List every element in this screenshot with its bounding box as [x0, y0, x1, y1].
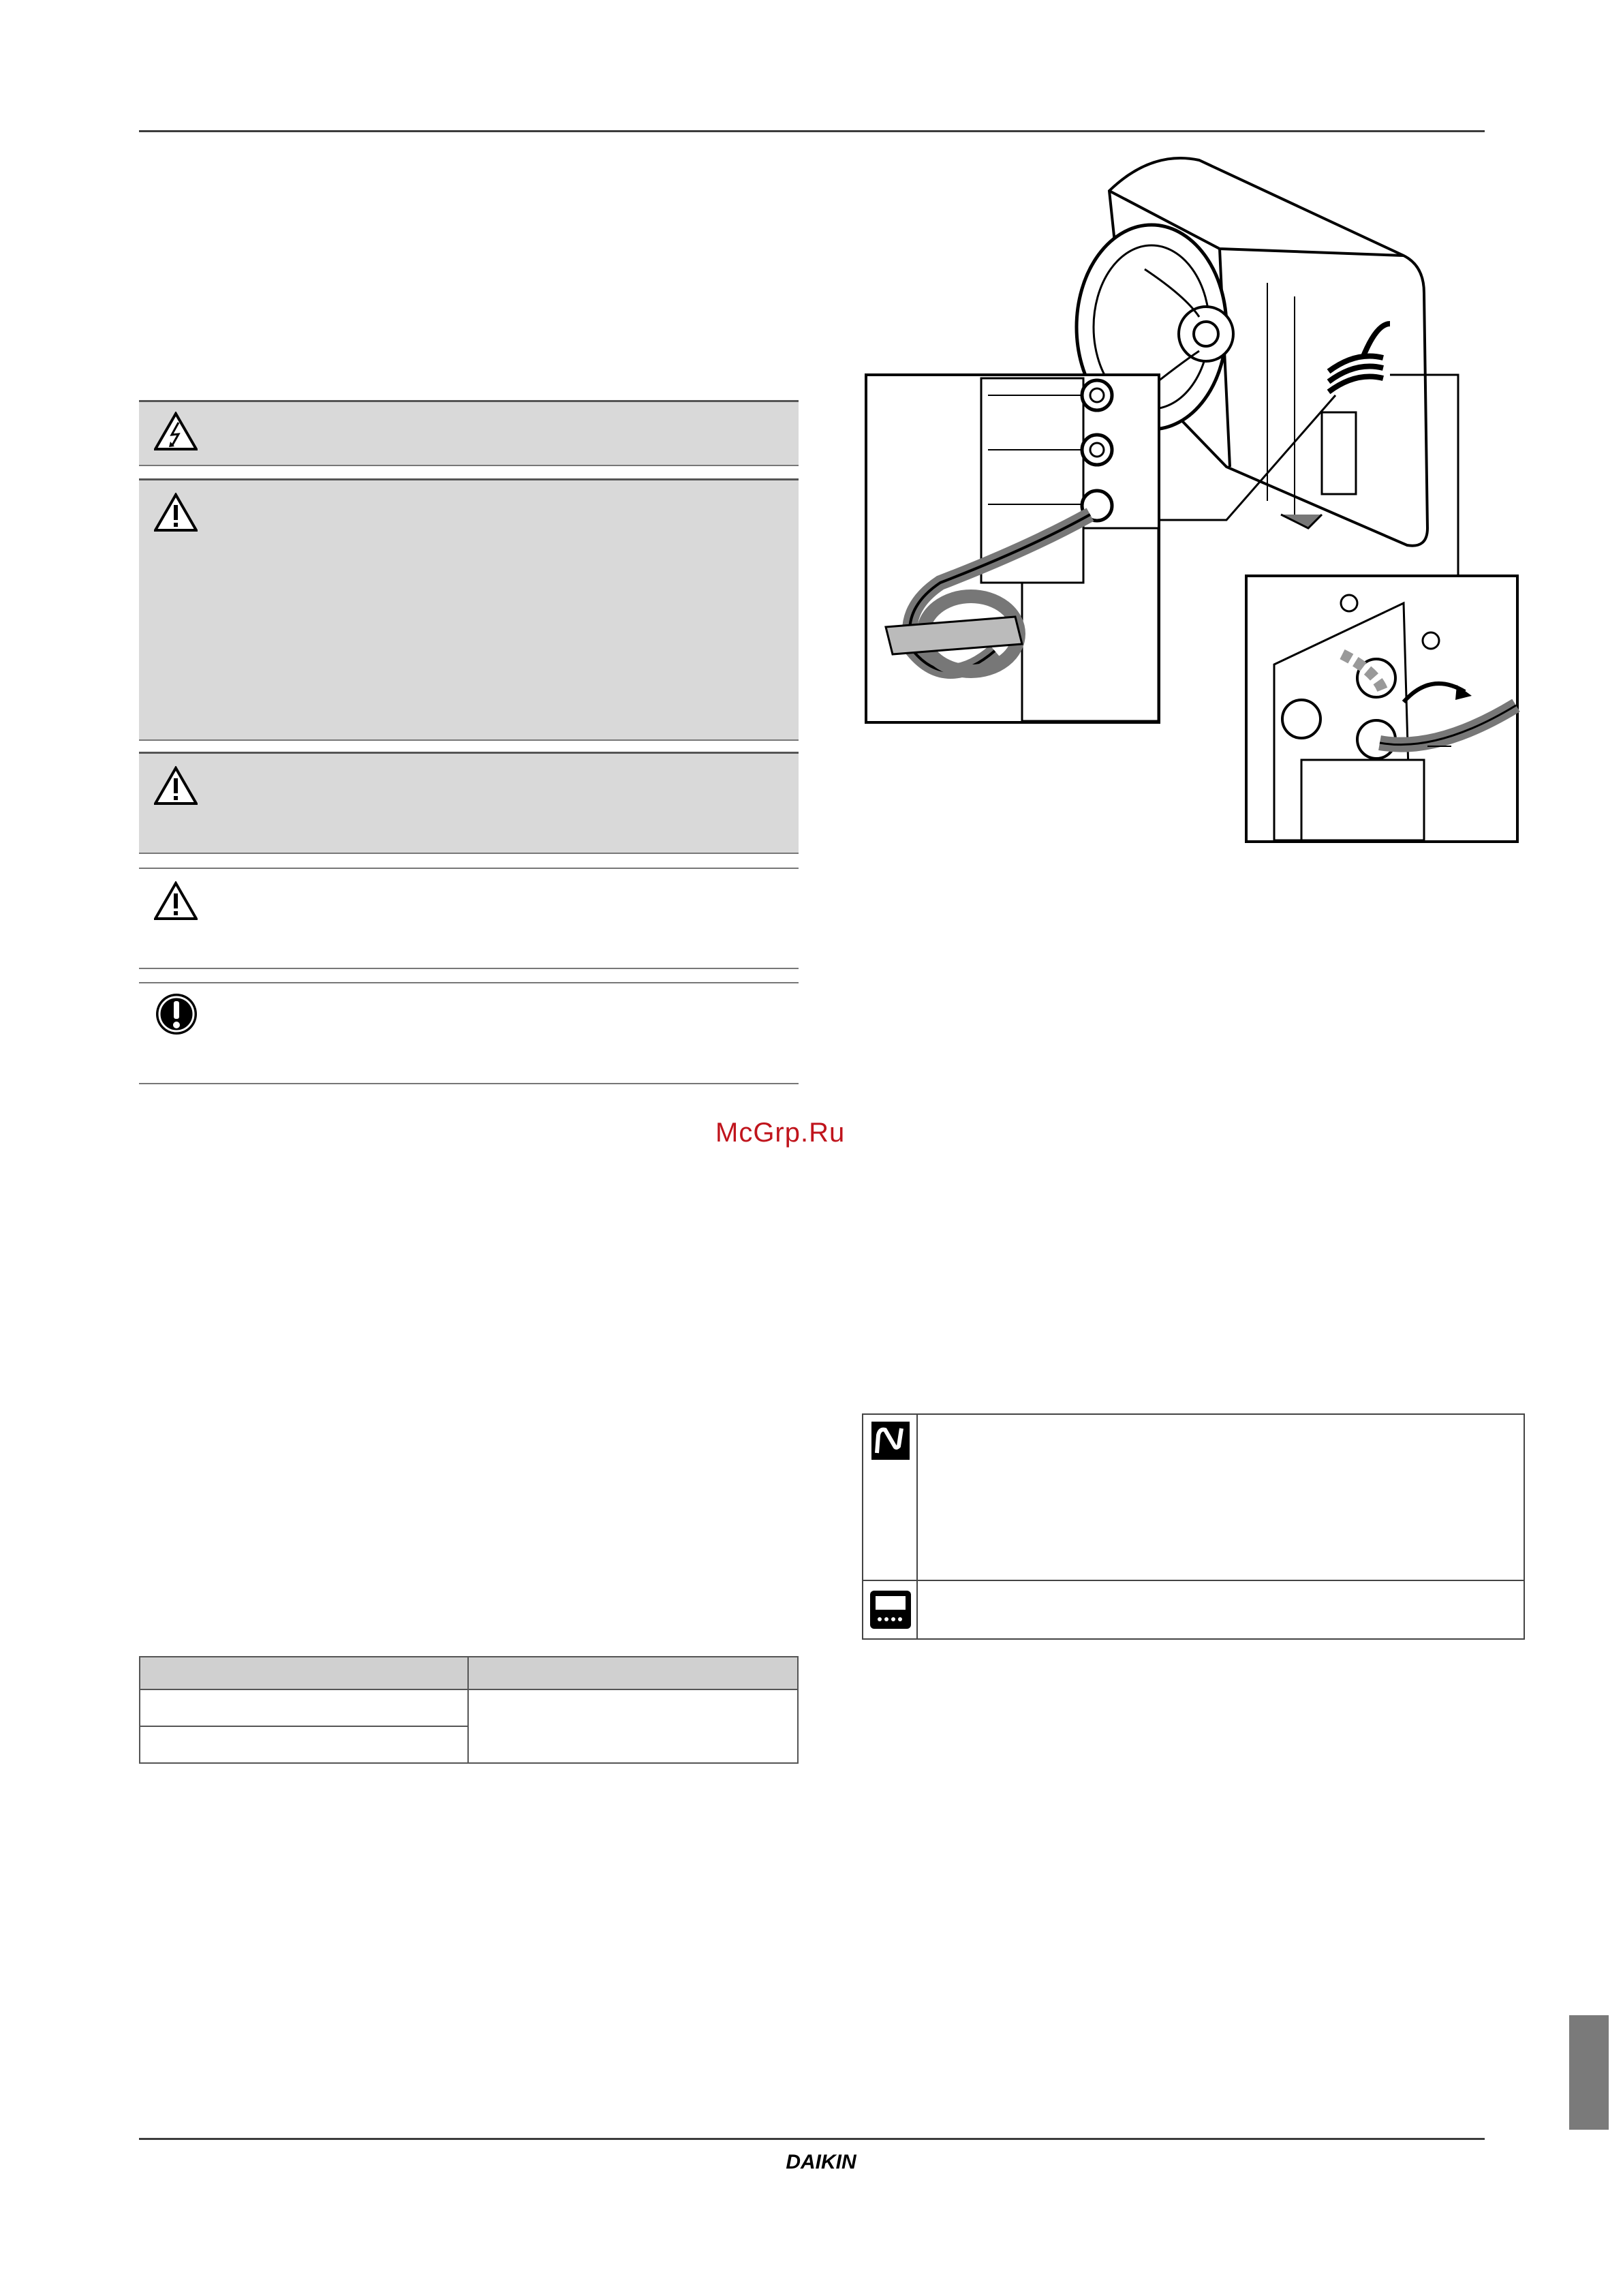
installer-wrench-icon [871, 1422, 910, 1460]
notes-table [862, 1413, 1525, 1640]
detail-callout-left [866, 375, 1159, 722]
data-table [139, 1656, 799, 1764]
warning-box-medium [139, 752, 799, 854]
brand-text: DAIKIN [786, 2151, 856, 2173]
table-column-divider [467, 1657, 469, 1689]
section-tab [1569, 2015, 1609, 2130]
table-row-divider [140, 1726, 469, 1727]
header-rule [139, 130, 1485, 132]
watermark: McGrp.Ru [715, 1118, 846, 1148]
table-header [139, 1656, 799, 1690]
notes-divider-horizontal [863, 1580, 1524, 1581]
exclamation-circle-icon [154, 992, 199, 1037]
notes-divider-vertical [916, 1415, 918, 1638]
electric-hazard-icon [154, 412, 198, 451]
warning-triangle-icon [154, 881, 198, 921]
outdoor-unit-illustration [859, 147, 1526, 848]
detail-callout-right [1246, 576, 1517, 842]
caution-box [139, 868, 799, 969]
notice-box [139, 982, 799, 1084]
daikin-logo [767, 2151, 876, 2173]
danger-electric-box [139, 400, 799, 466]
user-interface-icon [870, 1591, 911, 1629]
warning-triangle-icon [154, 766, 198, 806]
warning-box-large [139, 478, 799, 741]
table-body [139, 1690, 799, 1764]
warning-triangle-icon [154, 493, 198, 532]
footer-rule [139, 2138, 1485, 2140]
